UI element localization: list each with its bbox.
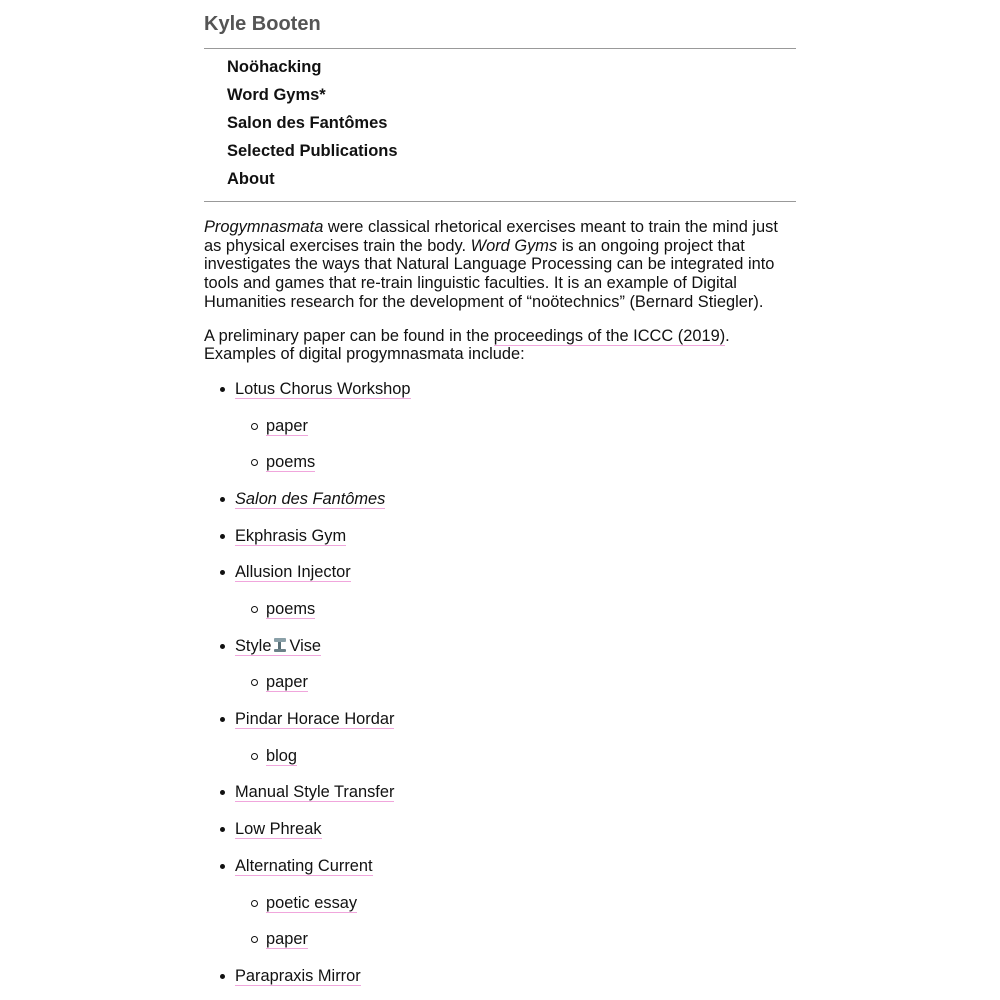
list-item-row (235, 779, 796, 816)
alternating-paper-link[interactable]: paper (266, 930, 308, 949)
pindar-blog-link[interactable]: blog (266, 746, 297, 765)
list-item-row (235, 706, 796, 743)
alternating-poetic-essay-link[interactable]: poetic essay (266, 893, 358, 912)
main-nav (204, 49, 796, 201)
style-vise-paper-link[interactable]: paper (266, 673, 308, 692)
list-item (204, 523, 796, 560)
iccc-proceedings-link[interactable]: proceedings of the ICCC (2019) (493, 326, 726, 345)
pindar-horace-hordar-link[interactable]: Pindar Horace Hordar (235, 710, 395, 729)
style-vise-label-a: Style (235, 636, 272, 655)
list-item (204, 486, 796, 523)
list-item-row (235, 816, 796, 853)
sublist (235, 596, 796, 633)
list-item-row (235, 633, 796, 670)
list-item (204, 853, 796, 963)
lotus-paper-link[interactable]: paper (266, 416, 308, 435)
sublist-item (266, 449, 796, 486)
prelim-text-before: A preliminary paper can be found in the (204, 326, 494, 345)
sublist-item (266, 596, 796, 633)
manual-style-transfer-link[interactable]: Manual Style Transfer (235, 783, 395, 802)
low-phreak-link[interactable]: Low Phreak (235, 820, 322, 839)
nav-item-word-gyms (227, 85, 796, 113)
sublist-item (266, 743, 796, 780)
lotus-chorus-workshop-link[interactable]: Lotus Chorus Workshop (235, 379, 411, 398)
nav-link-salon[interactable]: Salon des Fantômes (227, 114, 388, 132)
list-item-row (235, 559, 796, 596)
list-item (204, 706, 796, 779)
parapraxis-mirror-link[interactable]: Parapraxis Mirror (235, 966, 361, 985)
list-item (204, 559, 796, 632)
list-item-row (235, 963, 796, 1000)
intro-text-1: were classical rhetorical exercises meant to train the mind just as physical exercises train the body. (204, 218, 778, 255)
nav-item-salon (227, 113, 796, 141)
nav-link-about[interactable]: About (227, 170, 275, 188)
sublist (235, 669, 796, 706)
ekphrasis-gym-link[interactable]: Ekphrasis Gym (235, 526, 347, 545)
lotus-poems-link[interactable]: poems (266, 453, 316, 472)
intro-paragraph (204, 218, 796, 312)
nav-item-about (227, 169, 796, 197)
nav-item-noohacking (227, 57, 796, 85)
sublist-item (266, 413, 796, 450)
sublist-item (266, 926, 796, 963)
sublist-item (266, 669, 796, 706)
list-item-row (235, 376, 796, 413)
prelim-text-after: . Examples of digital progymnasmata include: (204, 326, 730, 364)
list-item-row (235, 853, 796, 890)
nav-link-noohacking[interactable]: Noöhacking (227, 58, 322, 76)
list-item-row (235, 486, 796, 523)
salon-des-fantomes-label: Salon des Fantômes (235, 489, 386, 508)
site-title[interactable]: Kyle Booten (204, 13, 321, 35)
page-content (204, 0, 796, 1000)
sublist (235, 743, 796, 780)
nav-divider (204, 201, 796, 202)
progymnasmata-list (204, 376, 796, 1000)
allusion-poems-link[interactable]: poems (266, 600, 316, 619)
list-item (204, 963, 796, 1000)
sublist (235, 413, 796, 486)
clamp-icon (273, 637, 287, 653)
style-vise-link[interactable] (235, 637, 321, 656)
prelim-paragraph (204, 327, 796, 364)
nav-item-publications (227, 141, 796, 169)
list-item (204, 779, 796, 816)
intro-term-progymnasmata: Progymnasmata (204, 218, 324, 236)
list-item (204, 633, 796, 706)
alternating-current-link[interactable]: Alternating Current (235, 856, 373, 875)
list-item-row (235, 523, 796, 560)
sublist-item (266, 890, 796, 927)
intro-text-2: is an ongoing project that investigates the ways that Natural Language Processing can be integrated into tools and games that re-train linguistic faculties. It is an example of Digital Humanities research for the development of “noötechnics” (Bernard Stiegler). (204, 236, 775, 311)
list-item (204, 376, 796, 486)
allusion-injector-link[interactable]: Allusion Injector (235, 563, 351, 582)
intro-term-word-gyms: Word Gyms (470, 236, 558, 255)
style-vise-label-b: Vise (289, 636, 322, 655)
salon-des-fantomes-link[interactable] (235, 490, 385, 509)
sublist (235, 890, 796, 963)
nav-link-publications[interactable]: Selected Publications (227, 142, 398, 160)
list-item (204, 816, 796, 853)
nav-link-word-gyms[interactable]: Word Gyms* (227, 86, 326, 104)
